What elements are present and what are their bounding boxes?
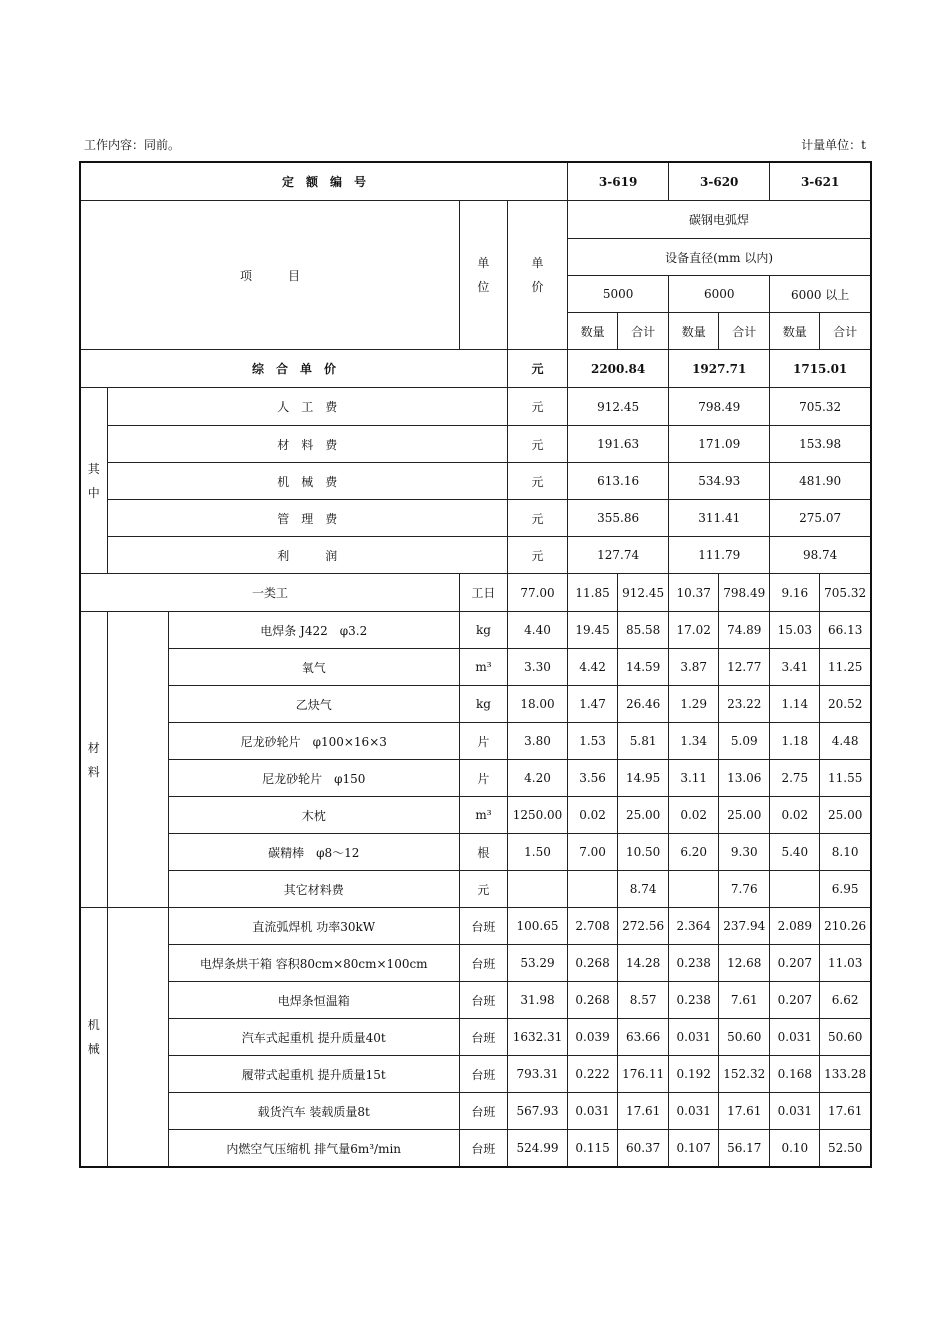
machinery-cell: 0.10 (770, 1130, 820, 1168)
material-row (80, 871, 871, 908)
materials-cell: 5.40 (770, 834, 820, 871)
cost-value: 191.63 (568, 426, 669, 463)
machinery-cell: 272.56 (618, 908, 669, 945)
machinery-cell: 0.268 (568, 945, 618, 982)
material-row (80, 723, 871, 760)
materials-name: 其它材料费 (168, 871, 459, 908)
materials-cell: 0.02 (770, 797, 820, 834)
cost-value: 127.74 (568, 537, 669, 574)
materials-unit: 元 (459, 871, 507, 908)
machinery-row (80, 1019, 871, 1056)
materials-cell: 6.95 (820, 871, 871, 908)
materials-cell: 1.29 (669, 686, 719, 723)
materials-cell: 0.02 (669, 797, 719, 834)
materials-price: 3.80 (507, 723, 567, 760)
header-row-method (80, 201, 871, 239)
cost-breakdown-row (80, 388, 871, 426)
machinery-cell: 2.364 (669, 908, 719, 945)
total-value: 1715.01 (770, 350, 871, 388)
materials-cell: 14.59 (618, 649, 669, 686)
machinery-row (80, 1093, 871, 1130)
material-row (80, 834, 871, 871)
materials-cell: 26.46 (618, 686, 669, 723)
materials-name: 碳精棒 φ8～12 (168, 834, 459, 871)
material-row (80, 612, 871, 649)
materials-name: 乙炔气 (168, 686, 459, 723)
cost-name: 人 工 费 (107, 388, 507, 426)
machinery-unit: 台班 (459, 1019, 507, 1056)
materials-cell: 5.09 (719, 723, 770, 760)
materials-subgroup-blank (107, 612, 168, 908)
materials-cell: 13.06 (719, 760, 770, 797)
machinery-name: 履带式起重机 提升质量15t (168, 1056, 459, 1093)
material-row (80, 797, 871, 834)
machinery-row (80, 945, 871, 982)
diameter-header: 设备直径(mm 以内) (568, 239, 871, 276)
work-content-label: 工作内容：同前。 (84, 138, 181, 152)
materials-cell: 66.13 (820, 612, 871, 649)
machinery-name: 汽车式起重机 提升质量40t (168, 1019, 459, 1056)
total-unit: 元 (507, 350, 567, 388)
materials-price: 1.50 (507, 834, 567, 871)
group-label-text: 机械 (87, 1018, 100, 1056)
machinery-cell: 6.62 (820, 982, 871, 1019)
quota-number-label: 定 额 编 号 (80, 162, 568, 201)
machinery-cell: 8.57 (618, 982, 669, 1019)
machinery-cell: 0.031 (770, 1019, 820, 1056)
materials-name: 电焊条 J422 φ3.2 (168, 612, 459, 649)
materials-cell (770, 871, 820, 908)
machinery-price: 53.29 (507, 945, 567, 982)
materials-cell: 3.56 (568, 760, 618, 797)
machinery-cell: 17.61 (719, 1093, 770, 1130)
machinery-cell: 7.61 (719, 982, 770, 1019)
sum-header: 合计 (820, 313, 871, 350)
quota-number-row (80, 162, 871, 201)
materials-group-label (80, 612, 107, 908)
materials-cell: 23.22 (719, 686, 770, 723)
labor-cell: 705.32 (820, 574, 871, 612)
quota-number: 3-619 (568, 162, 669, 201)
materials-cell: 20.52 (820, 686, 871, 723)
machinery-group-label (80, 908, 107, 1168)
cost-name: 管 理 费 (107, 500, 507, 537)
materials-cell: 7.76 (719, 871, 770, 908)
machinery-cell: 52.50 (820, 1130, 871, 1168)
materials-cell: 74.89 (719, 612, 770, 649)
total-label: 综 合 单 价 (80, 350, 507, 388)
material-row (80, 760, 871, 797)
qty-header: 数量 (568, 313, 618, 350)
materials-cell: 85.58 (618, 612, 669, 649)
labor-unit: 工日 (459, 574, 507, 612)
cost-unit: 元 (507, 388, 567, 426)
materials-cell (669, 871, 719, 908)
materials-cell: 11.25 (820, 649, 871, 686)
labor-cell: 9.16 (770, 574, 820, 612)
cost-breakdown-row (80, 463, 871, 500)
materials-unit: 根 (459, 834, 507, 871)
machinery-cell: 0.031 (770, 1093, 820, 1130)
cost-value: 534.93 (669, 463, 770, 500)
materials-cell: 2.75 (770, 760, 820, 797)
machinery-row (80, 908, 871, 945)
materials-cell: 1.47 (568, 686, 618, 723)
machinery-cell: 60.37 (618, 1130, 669, 1168)
machinery-unit: 台班 (459, 1093, 507, 1130)
materials-cell: 25.00 (820, 797, 871, 834)
machinery-cell: 63.66 (618, 1019, 669, 1056)
among-group-label (80, 388, 107, 574)
materials-name: 尼龙砂轮片 φ150 (168, 760, 459, 797)
machinery-unit: 台班 (459, 982, 507, 1019)
materials-cell: 11.55 (820, 760, 871, 797)
group-label-text: 材料 (87, 740, 100, 779)
materials-price: 1250.00 (507, 797, 567, 834)
machinery-name: 电焊条烘干箱 容积80cm×80cm×100cm (168, 945, 459, 982)
cost-unit: 元 (507, 537, 567, 574)
materials-cell: 25.00 (719, 797, 770, 834)
machinery-row (80, 1130, 871, 1168)
unit-header-text: 单位 (477, 256, 490, 294)
cost-name: 机 械 费 (107, 463, 507, 500)
machinery-cell: 133.28 (820, 1056, 871, 1093)
price-header (507, 201, 567, 350)
machinery-cell: 11.03 (820, 945, 871, 982)
machinery-name: 载货汽车 装载质量8t (168, 1093, 459, 1130)
labor-cell: 798.49 (719, 574, 770, 612)
qty-header: 数量 (770, 313, 820, 350)
materials-cell: 3.87 (669, 649, 719, 686)
materials-name: 尼龙砂轮片 φ100×16×3 (168, 723, 459, 760)
machinery-cell: 0.238 (669, 945, 719, 982)
machinery-price: 524.99 (507, 1130, 567, 1168)
machinery-price: 1632.31 (507, 1019, 567, 1056)
cost-value: 153.98 (770, 426, 871, 463)
materials-price: 18.00 (507, 686, 567, 723)
materials-cell: 0.02 (568, 797, 618, 834)
machinery-cell: 12.68 (719, 945, 770, 982)
machinery-subgroup-blank (107, 908, 168, 1168)
machinery-price: 100.65 (507, 908, 567, 945)
materials-unit: 片 (459, 723, 507, 760)
materials-cell: 12.77 (719, 649, 770, 686)
materials-cell: 8.10 (820, 834, 871, 871)
sum-header: 合计 (618, 313, 669, 350)
materials-unit: kg (459, 686, 507, 723)
material-row (80, 649, 871, 686)
price-header-text: 单价 (531, 256, 544, 294)
machinery-cell: 0.107 (669, 1130, 719, 1168)
total-price-row (80, 350, 871, 388)
machinery-name: 电焊条恒温箱 (168, 982, 459, 1019)
cost-name: 材 料 费 (107, 426, 507, 463)
machinery-cell: 0.207 (770, 945, 820, 982)
machinery-name: 内燃空气压缩机 排气量6m³/min (168, 1130, 459, 1168)
materials-cell: 9.30 (719, 834, 770, 871)
cost-value: 98.74 (770, 537, 871, 574)
machinery-unit: 台班 (459, 1056, 507, 1093)
total-value: 2200.84 (568, 350, 669, 388)
machinery-cell: 237.94 (719, 908, 770, 945)
materials-cell: 7.00 (568, 834, 618, 871)
cost-name: 利 润 (107, 537, 507, 574)
labor-price: 77.00 (507, 574, 567, 612)
machinery-cell: 0.031 (669, 1019, 719, 1056)
labor-cell: 10.37 (669, 574, 719, 612)
materials-cell: 1.14 (770, 686, 820, 723)
materials-cell: 1.53 (568, 723, 618, 760)
materials-unit: kg (459, 612, 507, 649)
unit-header (459, 201, 507, 350)
group-label-text: 其中 (87, 461, 100, 500)
machinery-cell: 0.238 (669, 982, 719, 1019)
materials-cell: 5.81 (618, 723, 669, 760)
materials-cell: 1.34 (669, 723, 719, 760)
labor-row (80, 574, 871, 612)
machinery-cell: 17.61 (618, 1093, 669, 1130)
total-value: 1927.71 (669, 350, 770, 388)
machinery-cell: 17.61 (820, 1093, 871, 1130)
machinery-cell: 0.222 (568, 1056, 618, 1093)
cost-value: 912.45 (568, 388, 669, 426)
cost-value: 798.49 (669, 388, 770, 426)
machinery-cell: 0.192 (669, 1056, 719, 1093)
materials-unit: m³ (459, 797, 507, 834)
materials-cell: 25.00 (618, 797, 669, 834)
materials-cell (568, 871, 618, 908)
machinery-name: 直流弧焊机 功率30kW (168, 908, 459, 945)
quota-number: 3-621 (770, 162, 871, 201)
qty-header: 数量 (669, 313, 719, 350)
cost-breakdown-row (80, 537, 871, 574)
machinery-unit: 台班 (459, 908, 507, 945)
machinery-unit: 台班 (459, 945, 507, 982)
materials-cell: 3.41 (770, 649, 820, 686)
machinery-cell: 14.28 (618, 945, 669, 982)
materials-cell: 10.50 (618, 834, 669, 871)
materials-unit: m³ (459, 649, 507, 686)
diameter-value: 5000 (568, 276, 669, 313)
cost-value: 355.86 (568, 500, 669, 537)
quota-table (79, 161, 872, 1168)
machinery-cell: 0.031 (669, 1093, 719, 1130)
cost-value: 311.41 (669, 500, 770, 537)
cost-unit: 元 (507, 463, 567, 500)
cost-value: 705.32 (770, 388, 871, 426)
machinery-cell: 0.115 (568, 1130, 618, 1168)
cost-value: 613.16 (568, 463, 669, 500)
materials-name: 氧气 (168, 649, 459, 686)
machinery-price: 793.31 (507, 1056, 567, 1093)
machinery-cell: 0.031 (568, 1093, 618, 1130)
labor-cell: 11.85 (568, 574, 618, 612)
machinery-cell: 2.089 (770, 908, 820, 945)
materials-price: 3.30 (507, 649, 567, 686)
item-header: 项 目 (80, 201, 459, 350)
labor-name: 一类工 (80, 574, 459, 612)
machinery-cell: 0.268 (568, 982, 618, 1019)
cost-value: 171.09 (669, 426, 770, 463)
materials-cell: 17.02 (669, 612, 719, 649)
machinery-row (80, 1056, 871, 1093)
materials-price: 4.40 (507, 612, 567, 649)
materials-unit: 片 (459, 760, 507, 797)
machinery-cell: 50.60 (719, 1019, 770, 1056)
machinery-cell: 0.039 (568, 1019, 618, 1056)
machinery-cell: 2.708 (568, 908, 618, 945)
machinery-price: 31.98 (507, 982, 567, 1019)
cost-value: 275.07 (770, 500, 871, 537)
diameter-value: 6000 以上 (770, 276, 871, 313)
machinery-cell: 210.26 (820, 908, 871, 945)
method-header: 碳钢电弧焊 (568, 201, 871, 239)
materials-cell: 1.18 (770, 723, 820, 760)
materials-cell: 4.42 (568, 649, 618, 686)
machinery-cell: 0.207 (770, 982, 820, 1019)
machinery-price: 567.93 (507, 1093, 567, 1130)
quota-number: 3-620 (669, 162, 770, 201)
materials-cell: 14.95 (618, 760, 669, 797)
machinery-cell: 50.60 (820, 1019, 871, 1056)
materials-name: 木枕 (168, 797, 459, 834)
sum-header: 合计 (719, 313, 770, 350)
diameter-value: 6000 (669, 276, 770, 313)
cost-breakdown-row (80, 426, 871, 463)
materials-price: 4.20 (507, 760, 567, 797)
materials-cell: 4.48 (820, 723, 871, 760)
cost-unit: 元 (507, 426, 567, 463)
materials-cell: 15.03 (770, 612, 820, 649)
cost-unit: 元 (507, 500, 567, 537)
machinery-cell: 56.17 (719, 1130, 770, 1168)
machinery-cell: 176.11 (618, 1056, 669, 1093)
materials-price (507, 871, 567, 908)
materials-cell: 6.20 (669, 834, 719, 871)
material-row (80, 686, 871, 723)
cost-breakdown-row (80, 500, 871, 537)
materials-cell: 8.74 (618, 871, 669, 908)
machinery-cell: 152.32 (719, 1056, 770, 1093)
machinery-cell: 0.168 (770, 1056, 820, 1093)
machinery-row (80, 982, 871, 1019)
materials-cell: 3.11 (669, 760, 719, 797)
machinery-unit: 台班 (459, 1130, 507, 1168)
cost-value: 111.79 (669, 537, 770, 574)
unit-label: 计量单位：t (801, 138, 866, 152)
cost-value: 481.90 (770, 463, 871, 500)
materials-cell: 19.45 (568, 612, 618, 649)
labor-cell: 912.45 (618, 574, 669, 612)
